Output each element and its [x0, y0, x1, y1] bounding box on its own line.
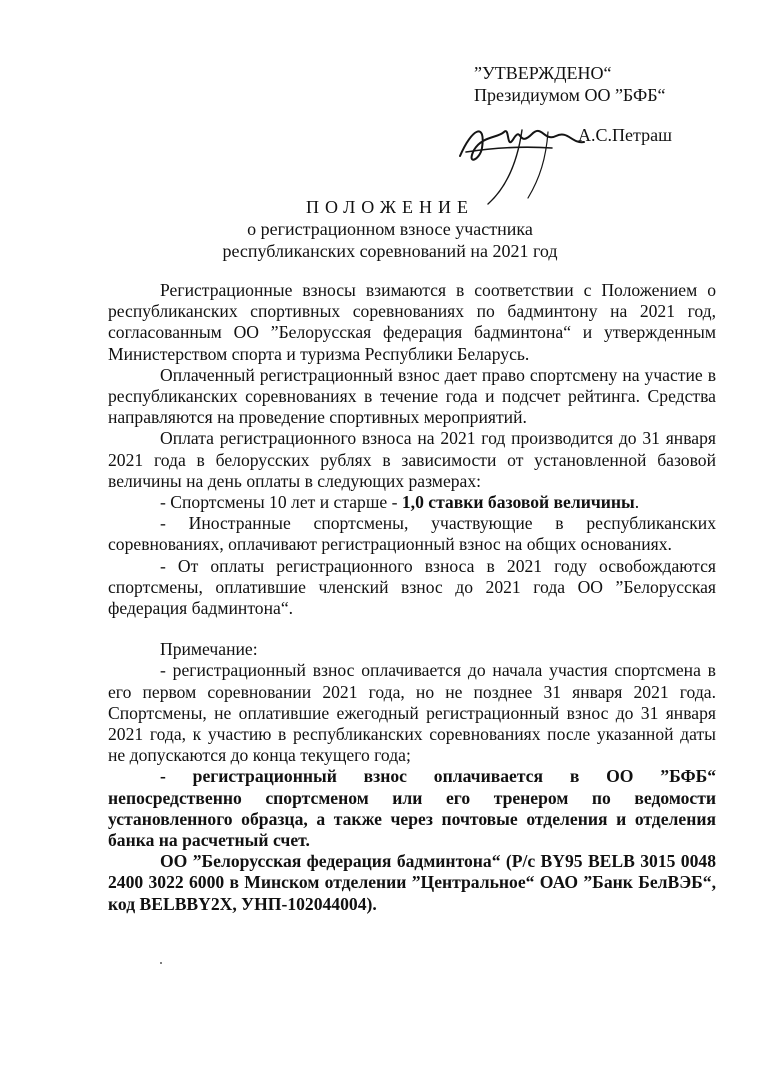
note-heading: Примечание:	[160, 639, 258, 660]
bullet-1-bold: 1,0 ставки базовой величины	[401, 492, 635, 513]
scan-dot	[160, 962, 162, 964]
note-1: - регистрационный взнос оплачивается до начала участия спортсмена в его первом соревновании 2021 года, но не позднее 31 января 2021 года. Спортсмены, не оплатившие ежегодный регистрационный взнос до 31 января 2021 года, к участию в республиканских соревнованиях после указанной даты не допускаются до конца текущего года;	[108, 660, 716, 766]
bullet-1-text: - Спортсмены 10 лет и старше -	[160, 492, 402, 513]
title-subtitle-2: республиканских соревнований на 2021 год	[222, 241, 558, 261]
handwritten-signature	[452, 108, 602, 208]
approval-status: ”УТВЕРЖДЕНО“	[474, 63, 612, 83]
bullet-3: - От оплаты регистрационного взноса в 2021 году освобождаются спортсмены, оплатившие членский взнос до 2021 года ОО ”Белорусская федерация бадминтона“.	[108, 555, 716, 619]
paragraph-3: Оплата регистрационного взноса на 2021 год производится до 31 января 2021 года в белорусских рублях в зависимости от установленной базовой величины на день оплаты в следующих размерах:	[108, 428, 716, 491]
approval-authority: Президиумом ОО ”БФБ“	[474, 85, 666, 105]
signer-name: А.С.Петраш	[578, 125, 672, 145]
bullet-1	[108, 492, 716, 513]
bullet-2: - Иностранные спортсмены, участвующие в республиканских соревнованиях, оплачивают регистрационный взнос на общих основаниях.	[108, 513, 716, 555]
document-title	[110, 196, 670, 262]
note-2: - регистрационный взнос оплачивается в ОО ”БФБ“ непосредственно спортсменом или его тренером по ведомости установленного образца, а также через почтовые отделения и отделения банка на расчетный счет.	[108, 766, 716, 851]
document-body	[108, 280, 716, 915]
note-3: ОО ”Белорусская федерация бадминтона“ (Р/с BY95 BELB 3015 0048 2400 3022 6000 в Минском отделении ”Центральное“ ОАО ”Банк БелВЭБ“, код BELBBY2X, УНП-102044004).	[108, 851, 716, 914]
title-heading: ПОЛОЖЕНИЕ	[306, 197, 474, 217]
spacer	[108, 619, 716, 639]
bullet-1-suffix: .	[634, 492, 640, 513]
title-subtitle-1: о регистрационном взносе участника	[247, 219, 533, 239]
paragraph-1: Регистрационные взносы взимаются в соответствии с Положением о республиканских спортивных соревнованиях по бадминтону на 2021 год, согласованным ОО ”Белорусская федерация бадминтона“ и утвержденным Министерством спорта и туризма Республики Беларусь.	[108, 280, 716, 364]
paragraph-2: Оплаченный регистрационный взнос дает право спортсмену на участие в республиканских соревнованиях в течение года и подсчет рейтинга. Средства направляются на проведение спортивных мероприятий.	[108, 364, 716, 428]
